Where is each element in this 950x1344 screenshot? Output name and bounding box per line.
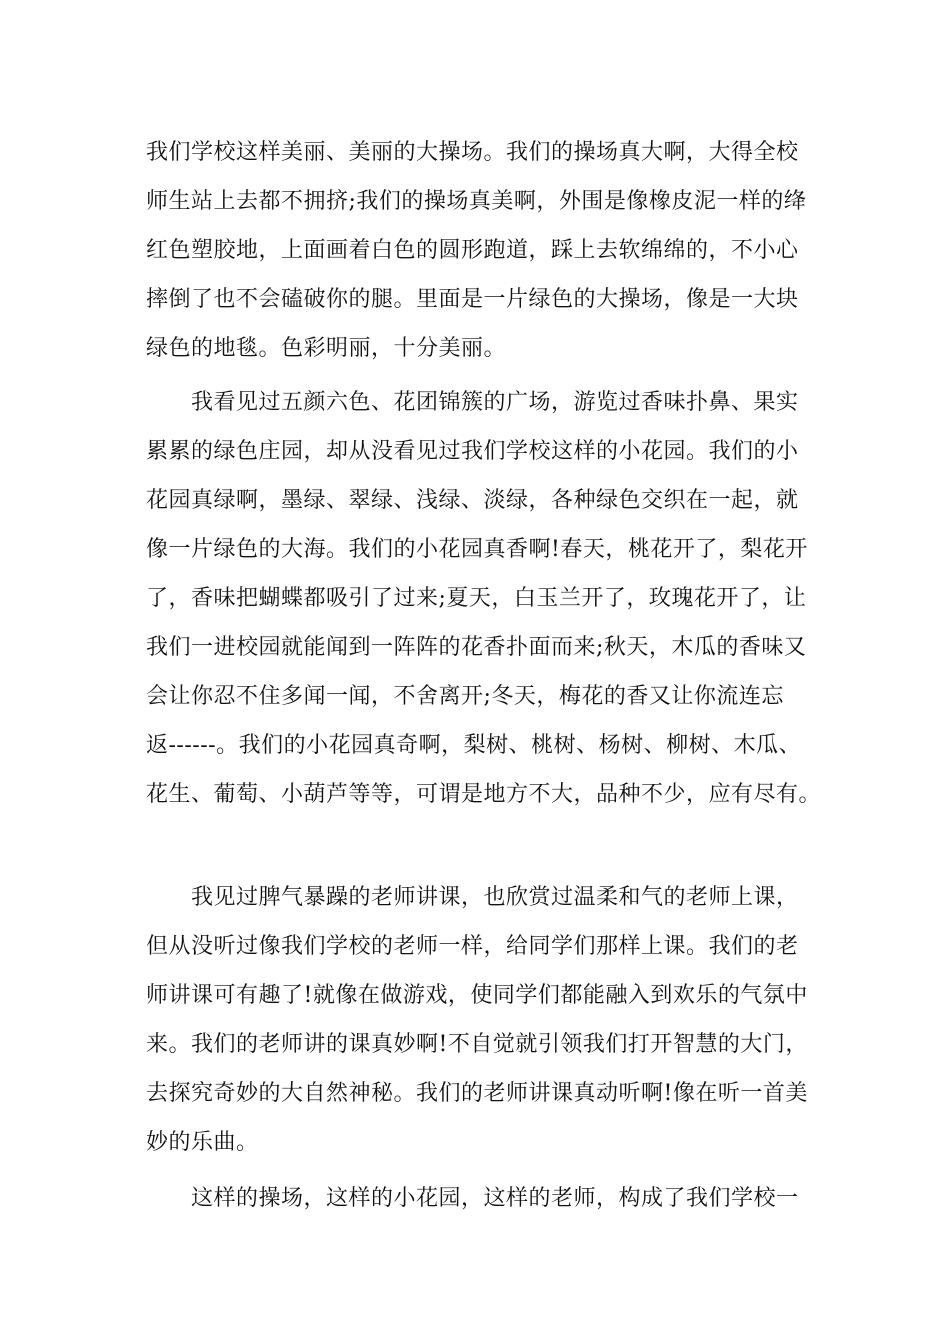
text-line: 了，香味把蝴蝶都吸引了过来;夏天，白玉兰开了，玫瑰花开了，让 [146,586,807,611]
text-line: 累累的绿色庄园，却从没看见过我们学校这样的小花园。我们的小 [146,439,799,464]
text-line: 摔倒了也不会磕破你的腿。里面是一片绿色的大操场，像是一大块 [146,287,799,312]
text-line: 去探究奇妙的大自然神秘。我们的老师讲课真动听啊!像在听一首美 [146,1081,808,1106]
paragraph-teachers [146,873,808,1167]
text-line: 我们一进校园就能闻到一阵阵的花香扑面而来;秋天，木瓜的香味又 [146,635,807,660]
text-line: 师讲课可有趣了!就像在做游戏，使同学们都能融入到欢乐的气氛中 [146,983,808,1008]
text-line: 像一片绿色的大海。我们的小花园真香啊!春天，桃花开了，梨花开 [146,537,808,562]
text-line: 花生、葡萄、小葫芦等等，可谓是地方不大，品种不少，应有尽有。 [146,782,822,807]
text-line: 我看见过五颜六色、花团锦簇的广场，游览过香味扑鼻、果实 [191,390,799,415]
text-line: 我们学校这样美丽、美丽的大操场。我们的操场真大啊，大得全校 [146,140,799,165]
text-line: 返------。我们的小花园真奇啊，梨树、桃树、杨树、柳树、木瓜、 [146,733,802,758]
text-line: 会让你忍不住多闻一闻，不舍离开;冬天，梅花的香又让你流连忘 [146,684,784,709]
text-line: 这样的操场，这样的小花园，这样的老师，构成了我们学校一 [191,1186,799,1211]
text-line: 红色塑胶地，上面画着白色的圆形跑道，踩上去软绵绵的，不小心 [146,238,799,263]
text-line: 妙的乐曲。 [146,1130,259,1155]
paragraph-playground [146,128,806,373]
text-line: 师生站上去都不拥挤;我们的操场真美啊，外围是像橡皮泥一样的绛 [146,189,807,214]
text-line: 我见过脾气暴躁的老师讲课，也欣赏过温柔和气的老师上课， [191,885,799,910]
text-line: 花园真绿啊，墨绿、翠绿、浅绿、淡绿，各种绿色交织在一起，就 [146,488,799,513]
paragraph-conclusion [146,1174,799,1223]
paragraph-garden [146,378,821,819]
text-line: 来。我们的老师讲的课真妙啊!不自觉就引领我们打开智慧的大门， [146,1032,808,1057]
text-line: 绿色的地毯。色彩明丽，十分美丽。 [146,336,507,361]
text-line: 但从没听过像我们学校的老师一样，给同学们那样上课。我们的老 [146,934,799,959]
